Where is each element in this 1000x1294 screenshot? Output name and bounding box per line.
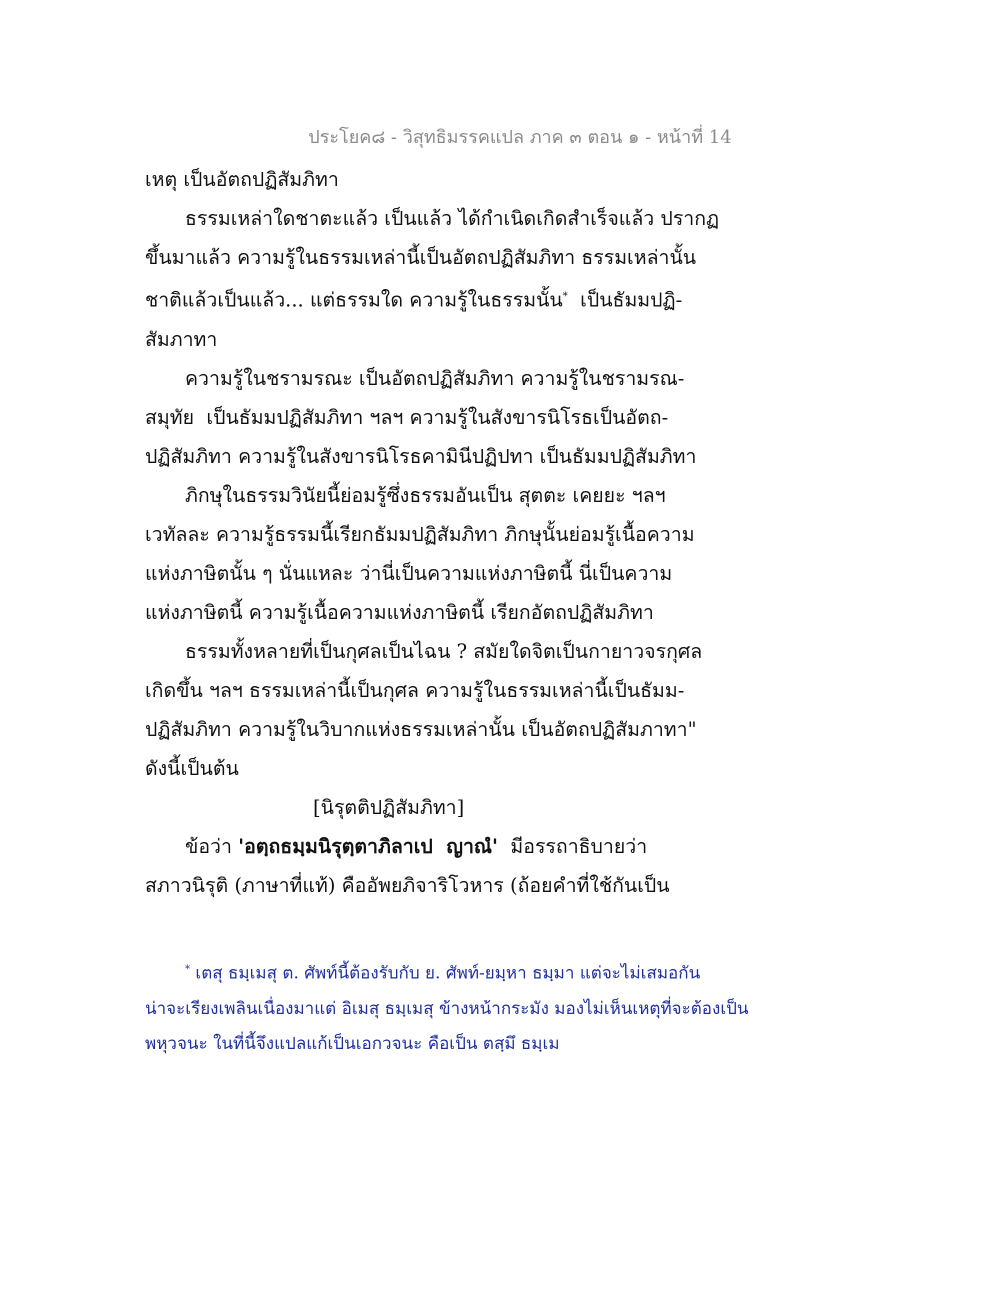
body-line: ธรรมเหล่าใดชาตะแล้ว เป็นแล้ว ได้กำเนิดเกิดสำเร็จแล้ว ปรากฏ — [185, 207, 720, 230]
body-line — [145, 277, 845, 320]
body-line: สมุทัย เป็นธัมมปฏิสัมภิทา ฯลฯ ความรู้ในสังขารนิโรธเป็นอัตถ- — [145, 405, 669, 429]
body-line: ภิกษุในธรรมวินัยนี้ย่อมรู้ซึ่งธรรมอันเป็น สุตตะ เคยยะ ฯลฯ — [185, 483, 666, 507]
body-line-text: ข้อว่า — [185, 834, 239, 858]
footnote-line-text: เตสุ ธมฺเมสุ ต. ศัพท์นี้ต้องรับกับ ย. ศัพท์-ยมฺหา ธมฺมา แต่จะไม่เสมอกัน — [195, 963, 701, 984]
body-line: แห่งภาษิตนั้น ๆ นั่นแหละ ว่านี่เป็นความแห่งภาษิตนี้ นี่เป็นความ — [145, 561, 673, 585]
footnote-line: พหุวจนะ ในที่นี้จึงแปลแก้เป็นเอกวจนะ คือเป็น ตสฺมึ ธมฺเม — [145, 1033, 560, 1054]
body-text — [145, 160, 845, 905]
body-line: สัมภาทา — [145, 327, 218, 351]
body-line: เวทัลละ ความรู้ธรรมนี้เรียกธัมมปฏิสัมภิทา ภิกษุนั้นย่อมรู้เนื้อความ — [145, 522, 695, 546]
running-header: ประโยค๘ - วิสุทธิมรรคแปล ภาค ๓ ตอน ๑ - หน้าที่ 14 — [308, 127, 732, 148]
footnote — [145, 952, 865, 1062]
footnote-line — [145, 952, 865, 992]
body-line-text: ชาติแล้วเป็นแล้ว... แต่ธรรมใด ความรู้ในธรรมนั้น — [145, 288, 563, 312]
body-line: สภาวนิรุติ (ภาษาที่แท้) คืออัพยภิจาริโวหาร (ถ้อยคำที่ใช้กันเป็น — [145, 873, 670, 897]
body-line: ธรรมทั้งหลายที่เป็นกุศลเป็นไฉน ? สมัยใดจิตเป็นกายาวจรกุศล — [185, 639, 703, 663]
pali-quote: 'อตฺถธมฺมนิรุตฺตาภิลาเป ญาณํ' — [238, 834, 498, 858]
body-line: เกิดขึ้น ฯลฯ ธรรมเหล่านี้เป็นกุศล ความรู้ในธรรมเหล่านี้เป็นธัมม- — [145, 678, 685, 702]
body-line — [145, 827, 845, 866]
body-line-text: มีอรรถาธิบายว่า — [497, 834, 648, 858]
body-line: ความรู้ในชรามรณะ เป็นอัตถปฏิสัมภิทา ความรู้ในชรามรณ- — [185, 366, 685, 390]
footnote-marker: * — [562, 291, 568, 302]
body-line: ขึ้นมาแล้ว ความรู้ในธรรมเหล่านี้เป็นอัตถปฏิสัมภิทา ธรรมเหล่านั้น — [145, 246, 697, 269]
footnote-marker: * — [185, 964, 190, 975]
body-line: ปฏิสัมภิทา ความรู้ในสังขารนิโรธคามินีปฏิปทา เป็นธัมมปฏิสัมภิทา — [145, 444, 697, 468]
body-line: ดังนี้เป็นต้น — [145, 756, 239, 780]
section-heading: [นิรุตติปฏิสัมภิทา] — [313, 795, 465, 819]
footnote-line: น่าจะเรียงเพลินเนื่องมาแต่ อิเมสุ ธมฺเมสุ ข้างหน้ากระมัง มองไม่เห็นเหตุที่จะต้องเป็น — [145, 998, 749, 1019]
body-line: เหตุ เป็นอัตถปฏิสัมภิทา — [145, 168, 339, 191]
body-line: แห่งภาษิตนี้ ความรู้เนื้อความแห่งภาษิตนี้ เรียกอัตถปฏิสัมภิทา — [145, 600, 654, 624]
body-line-text: เป็นธัมมปฏิ- — [567, 288, 683, 312]
body-line: ปฏิสัมภิทา ความรู้ในวิบากแห่งธรรมเหล่านั้น เป็นอัตถปฏิสัมภาทา" — [145, 717, 697, 741]
